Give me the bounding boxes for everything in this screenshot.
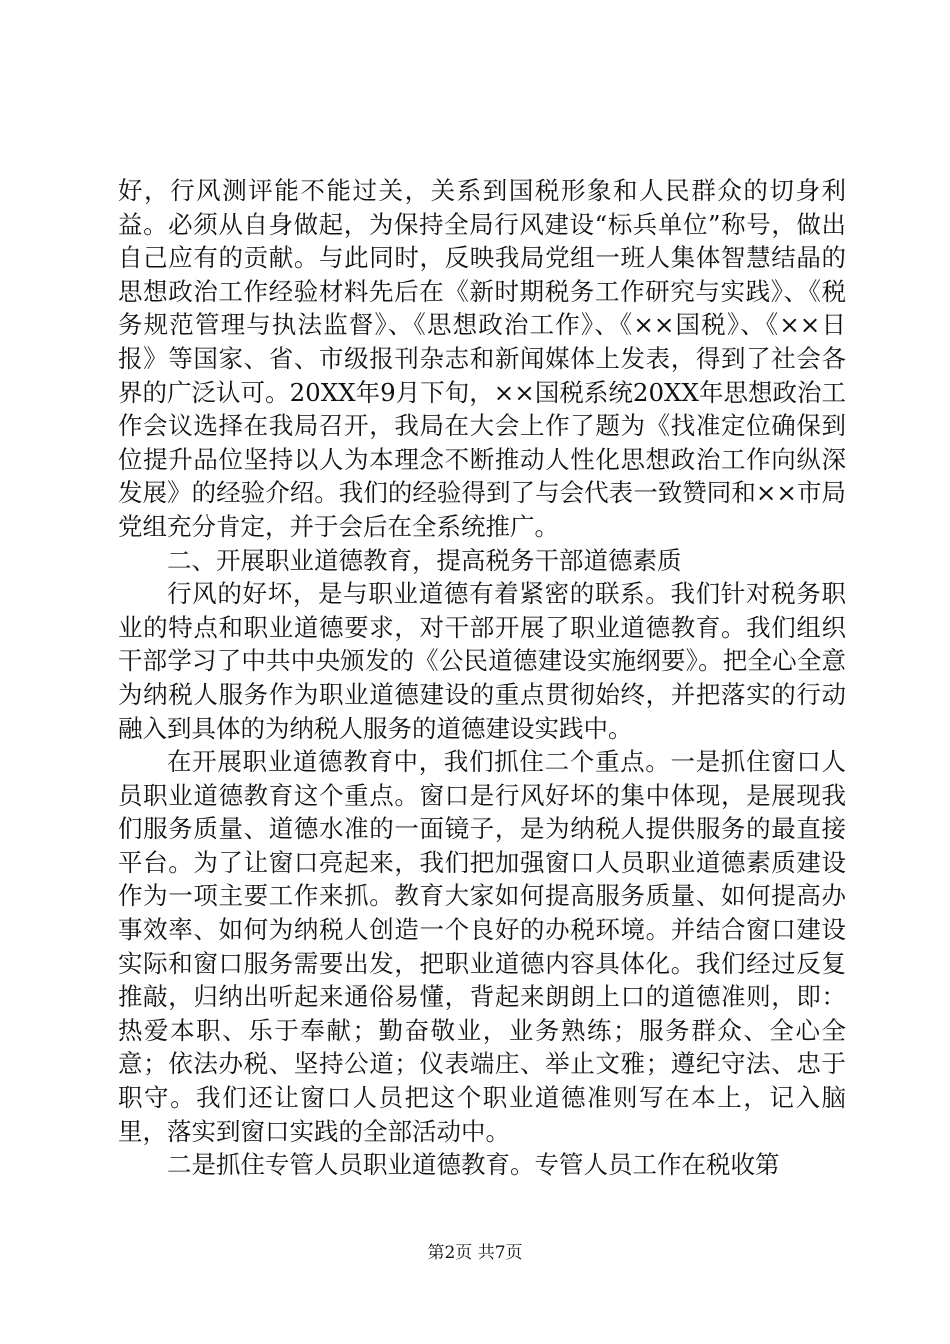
paragraph: 二是抓住专管人员职业道德教育。专管人员工作在税收第 [167,1150,780,1180]
paragraph-continuation: 好，行风测评能不能过关，关系到国税形象和人民群众的切身利益。必须从自身做起，为保持全局行风建设“标兵单位”称号，做出自己应有的贡献。与此同时，反映我局党组一班人集体智慧结晶的思想政治工作经验材料先后在《新时期税务工作研究与实践》、《税务规范管理与执法监督》、《思想政治工作》、《××国税》、《××日报》等国家、省、市级报刊杂志和新闻媒体上发表，得到了社会各界的广泛认可。20XX年9月下旬，××国税系统20XX年思想政治工作会议选择在我局召开，我局在大会上作了题为《找准定位确保到位提升品位坚持以人为本理念不断推动人性化思想政治工作向纵深发展》的经验介绍。我们的经验得到了与会代表一致赞同和××市局党组充分肯定，并于会后在全系统推广。 [118,176,846,541]
section-heading: 二、开展职业道德教育，提高税务干部道德素质 [167,545,682,575]
document-body [118,174,846,1182]
page-footer: 第2页 共7页 [427,1243,523,1263]
paragraph: 行风的好坏，是与职业道德有着紧密的联系。我们针对税务职业的特点和职业道德要求，对干部开展了职业道德教育。我们组织干部学习了中共中央颁发的《公民道德建设实施纲要》。把全心全意为纳税人服务作为职业道德建设的重点贯彻始终，并把落实的行动融入到具体的为纳税人服务的道德建设实践中。 [118,579,846,743]
paragraph: 在开展职业道德教育中，我们抓住二个重点。一是抓住窗口人员职业道德教育这个重点。窗口是行风好坏的集中体现，是展现我们服务质量、道德水准的一面镜子，是为纳税人提供服务的最直接平台。为了让窗口亮起来，我们把加强窗口人员职业道德素质建设作为一项主要工作来抓。教育大家如何提高服务质量、如何提高办事效率、如何为纳税人创造一个良好的办税环境。并结合窗口建设实际和窗口服务需要出发，把职业道德内容具体化。我们经过反复推敲，归纳出听起来通俗易懂，背起来朗朗上口的道德准则，即：热爱本职、乐于奉献；勤奋敬业，业务熟练；服务群众、全心全意；依法办税、坚持公道；仪表端庄、举止文雅；遵纪守法、忠于职守。我们还让窗口人员把这个职业道德准则写在本上，记入脑里，落实到窗口实践的全部活动中。 [118,747,846,1146]
